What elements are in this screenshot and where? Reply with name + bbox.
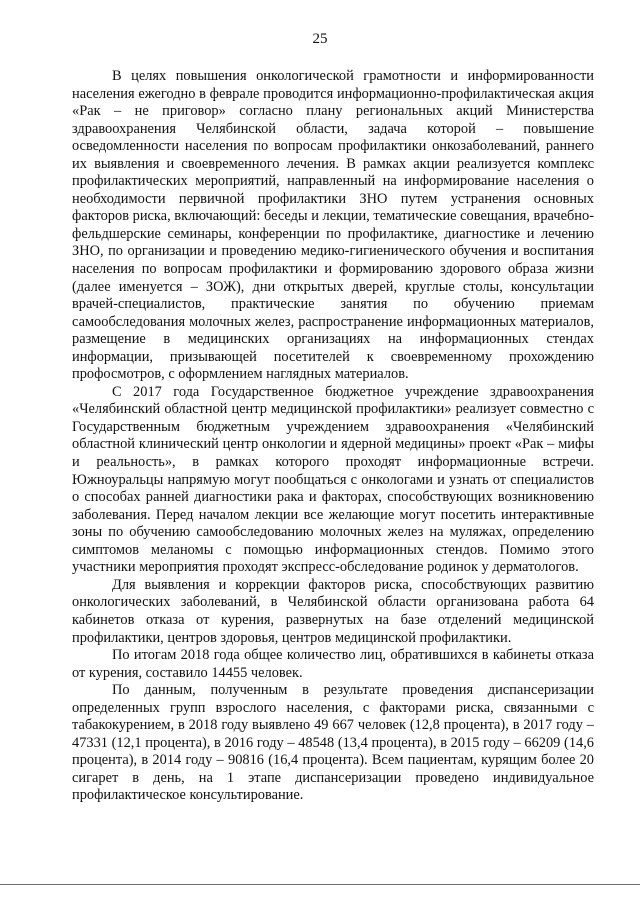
document-body <box>72 68 594 805</box>
paragraph-2018-visitors: По итогам 2018 года общее количество лиц, обратившихся в кабинеты отказа от курения, составило 14455 человек. <box>72 647 594 681</box>
paragraph-awareness-campaign: В целях повышения онкологической грамотности и информированности населения ежегодно в феврале проводится информационно-профилактическая акция «Рак – не приговор» согласно плану региональных акций Министерства здравоохранения Челябинской области, задача которой – повышение осведомленности населения по вопросам профилактики онкозаболеваний, раннего их выявления и своевременного лечения. В рамках акции реализуется комплекс профилактических мероприятий, направленный на информирование населения о необходимости первичной профилактики ЗНО путем устранения основных факторов риска, включающий: беседы и лекции, тематические совещания, врачебно-фельдшерские семинары, конференции по профилактике, диагностике и лечению ЗНО, по организации и проведению медико-гигиенического обучения и воспитания населения по вопросам профилактики и формированию здорового образа жизни (далее именуется – ЗОЖ), дни открытых дверей, круглые столы, консультации врачей-специалистов, практические занятия по обучению приемам самообследования молочных желез, распространение информационных материалов, размещение в медицинских организациях на информационных стендах информации, призывающей посетителей к своевременному прохождению профосмотров, с оформлением наглядных материалов. <box>72 68 594 383</box>
page-number: 25 <box>312 31 328 47</box>
paragraph-smoking-cessation-offices: Для выявления и коррекции факторов риска, способствующих развитию онкологических заболеваний, в Челябинской области организована работа 64 кабинетов отказа от курения, развернутых на базе отделений медицинской профилактики, центров здоровья, центров медицинской профилактики. <box>72 576 594 646</box>
page-bottom-divider <box>0 884 640 885</box>
paragraph-screening-results: По данным, полученным в результате проведения диспансеризации определенных групп взрослого населения, с факторами риска, связанными с табакокурением, в 2018 году выявлено 49 667 человек (12,8 процента), в 2017 году – 47331 (12,1 процента), в 2016 году – 48548 (13,4 процента), в 2015 году – 66209 (14,6 процента), в 2014 году – 90816 (16,4 процента). Всем пациентам, курящим более 20 сигарет в день, на 1 этапе диспансеризации проведено индивидуальное профилактическое консультирование. <box>72 682 594 804</box>
paragraph-cancer-myths-project: С 2017 года Государственное бюджетное учреждение здравоохранения «Челябинский областной центр медицинской профилактики» реализует совместно с Государственным бюджетным учреждением здравоохранения «Челябинский областной клинический центр онкологии и ядерной медицины» проект «Рак – мифы и реальность», в рамках которого проходят информационные встречи. Южноуральцы напрямую могут пообщаться с онкологами и узнать от специалистов о способах ранней диагностики рака и факторах, способствующих возникновению заболевания. Перед началом лекции все желающие могут посетить интерактивные зоны по обучению самообследованию молочных желез на муляжах, определению симптомов меланомы с помощью информационных стендов. Помимо этого участники мероприятия проходят экспресс-обследование родинок у дерматологов. <box>72 383 594 576</box>
